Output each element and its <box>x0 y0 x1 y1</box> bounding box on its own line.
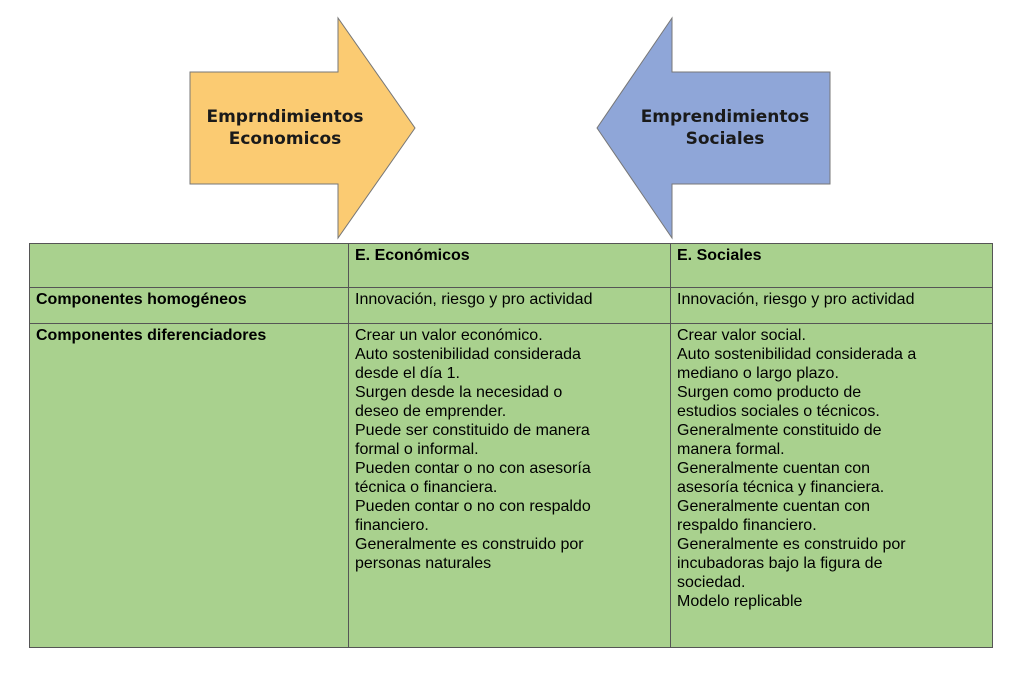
arrows-diagram <box>0 0 1024 245</box>
cell-line: Generalmente cuentan con <box>677 460 871 477</box>
cell-line: manera formal. <box>677 441 785 458</box>
cell-line: Innovación, riesgo y pro actividad <box>677 291 915 308</box>
cell-line: deseo de emprender. <box>355 403 507 420</box>
row-label-diferenciadores: Componentes diferenciadores <box>30 324 349 648</box>
arrow-label-sociales: Emprendimientos Sociales <box>640 107 810 149</box>
header-economicos: E. Económicos <box>349 244 671 288</box>
cell-line: asesoría técnica y financiera. <box>677 479 885 496</box>
cell-line: respaldo financiero. <box>677 517 817 534</box>
cell-line: Generalmente es construido por <box>355 536 584 553</box>
cell-line: Generalmente constituido de <box>677 422 882 439</box>
arrow-label-economicos: Emprndimientos Economicos <box>206 107 364 149</box>
cell-line: personas naturales <box>355 555 492 572</box>
table-row <box>30 324 993 648</box>
cell-line: sociedad. <box>677 574 746 591</box>
header-sociales: E. Sociales <box>671 244 993 288</box>
comparison-table <box>29 243 993 648</box>
cell-line: Surgen como producto de <box>677 384 862 401</box>
cell-homogeneos-economicos <box>349 288 671 324</box>
cell-line: financiero. <box>355 517 429 534</box>
cell-line: Auto sostenibilidad considerada <box>355 346 581 363</box>
cell-line: Crear valor social. <box>677 327 806 344</box>
cell-line: Pueden contar o no con respaldo <box>355 498 591 515</box>
cell-line: Modelo replicable <box>677 593 803 610</box>
cell-line: Puede ser constituido de manera <box>355 422 590 439</box>
table-header-row <box>30 244 993 288</box>
cell-diferenciadores-economicos <box>349 324 671 648</box>
cell-line: estudios sociales o técnicos. <box>677 403 880 420</box>
cell-line: técnica o financiera. <box>355 479 498 496</box>
cell-homogeneos-sociales <box>671 288 993 324</box>
cell-line: incubadoras bajo la figura de <box>677 555 883 572</box>
cell-line: desde el día 1. <box>355 365 460 382</box>
cell-line: Generalmente cuentan con <box>677 498 871 515</box>
cell-line: Innovación, riesgo y pro actividad <box>355 291 593 308</box>
cell-line: formal o informal. <box>355 441 479 458</box>
cell-line: Crear un valor económico. <box>355 327 543 344</box>
cell-line: Pueden contar o no con asesoría <box>355 460 591 477</box>
header-empty-cell <box>30 244 349 288</box>
cell-diferenciadores-sociales <box>671 324 993 648</box>
cell-line: Surgen desde la necesidad o <box>355 384 563 401</box>
cell-line: Generalmente es construido por <box>677 536 906 553</box>
cell-line: Auto sostenibilidad considerada a <box>677 346 917 363</box>
table-row <box>30 288 993 324</box>
cell-line: mediano o largo plazo. <box>677 365 839 382</box>
row-label-homogeneos: Componentes homogéneos <box>30 288 349 324</box>
